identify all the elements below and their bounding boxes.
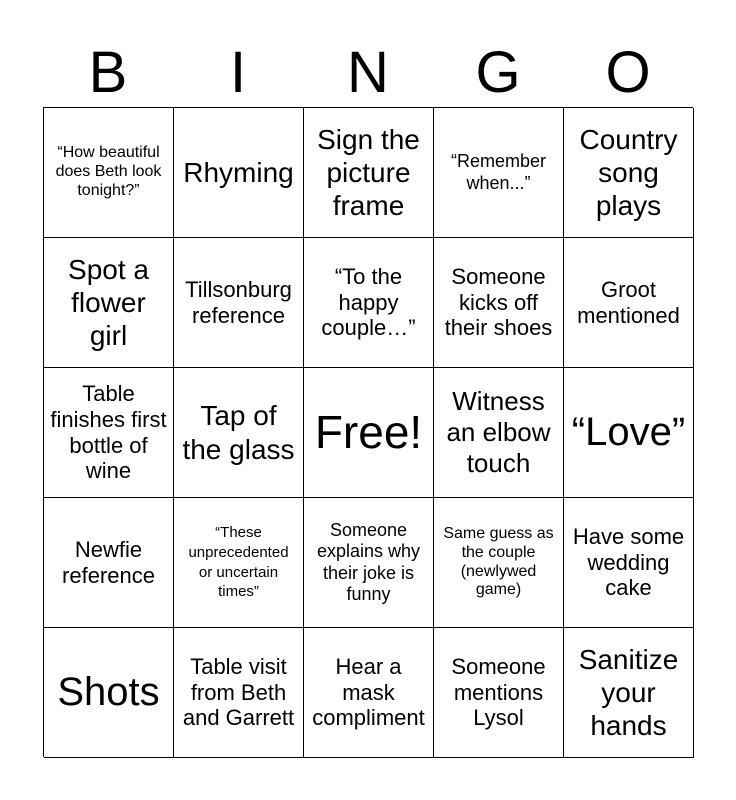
bingo-cell-i2[interactable]: Tillsonburg reference	[174, 238, 304, 368]
bingo-board	[43, 107, 693, 757]
bingo-cell-o4[interactable]: Have some wedding cake	[564, 498, 694, 628]
header-letter-o: O	[605, 40, 651, 105]
bingo-cell-b2[interactable]: Spot a flower girl	[44, 238, 174, 368]
bingo-cell-o1[interactable]: Country song plays	[564, 108, 694, 238]
bingo-cell-i1[interactable]: Rhyming	[174, 108, 304, 238]
bingo-cell-g5[interactable]: Someone mentions Lysol	[434, 628, 564, 758]
bingo-cell-o3[interactable]: “Love”	[564, 368, 694, 498]
bingo-cell-g2[interactable]: Someone kicks off their shoes	[434, 238, 564, 368]
bingo-cell-b5[interactable]: Shots	[44, 628, 174, 758]
bingo-cell-b1[interactable]: “How beautiful does Beth look tonight?”	[44, 108, 174, 238]
bingo-cell-b3[interactable]: Table finishes first bottle of wine	[44, 368, 174, 498]
bingo-cell-free[interactable]: Free!	[304, 368, 434, 498]
bingo-cell-n1[interactable]: Sign the picture frame	[304, 108, 434, 238]
bingo-cell-g4[interactable]: Same guess as the couple (newlywed game)	[434, 498, 564, 628]
bingo-cell-n5[interactable]: Hear a mask compliment	[304, 628, 434, 758]
bingo-cell-n2[interactable]: “To the happy couple…”	[304, 238, 434, 368]
bingo-cell-o5[interactable]: Sanitize your hands	[564, 628, 694, 758]
bingo-cell-g3[interactable]: Witness an elbow touch	[434, 368, 564, 498]
header-letter-g: G	[475, 40, 521, 105]
header-letter-i: I	[229, 40, 247, 105]
bingo-cell-b4[interactable]: Newfie reference	[44, 498, 174, 628]
bingo-cell-o2[interactable]: Groot mentioned	[564, 238, 694, 368]
header-letter-n: N	[347, 40, 389, 105]
bingo-cell-i3[interactable]: Tap of the glass	[174, 368, 304, 498]
bingo-header	[43, 40, 693, 106]
bingo-cell-i4[interactable]: “These unprecedented or uncertain times”	[174, 498, 304, 628]
bingo-cell-i5[interactable]: Table visit from Beth and Garrett	[174, 628, 304, 758]
bingo-cell-n4[interactable]: Someone explains why their joke is funny	[304, 498, 434, 628]
header-letter-b: B	[88, 40, 128, 105]
bingo-cell-g1[interactable]: “Remember when...”	[434, 108, 564, 238]
